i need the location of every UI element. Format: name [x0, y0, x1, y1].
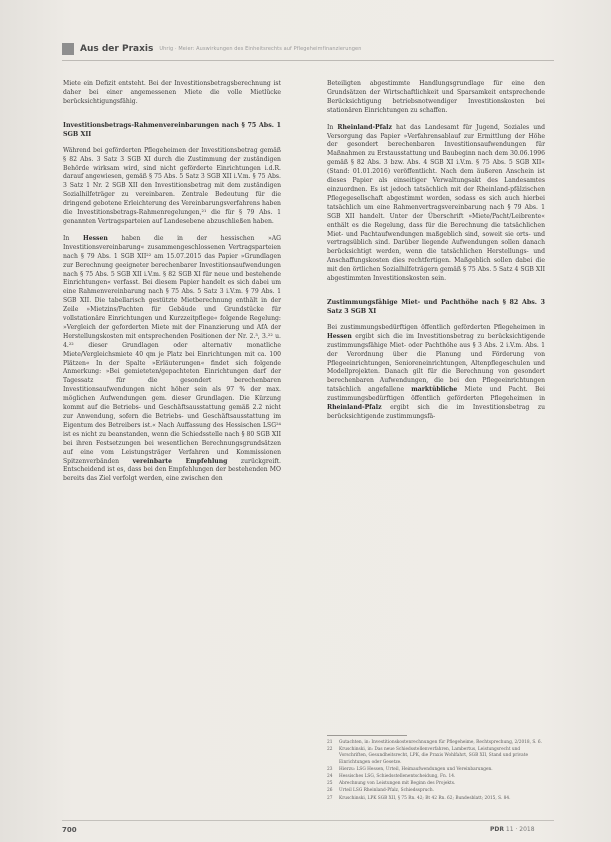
- footnote-text: Gutachten, in: Investitionskostenrechnungen für Pflegeheime, Rechtsprechung, 2/2018, S. 6.: [339, 740, 543, 745]
- section-heading: Investitionsbetrags-Rahmenvereinbarungen nach § 75 Abs. 1 SGB XII: [63, 121, 281, 138]
- footnote: [327, 788, 549, 794]
- footnote-text: Hessisches LSG, Schiedsstellenentscheidung, Fn. 14.: [339, 774, 456, 780]
- section-marker-icon: [62, 43, 74, 55]
- footnote-number: 25: [327, 781, 333, 787]
- footnote: [327, 774, 549, 780]
- footnote: [327, 796, 549, 802]
- body-paragraph: Bei zustimmungsbedürftigen öffentlich geförderten Pflegeheimen in Hessen ergibt sich die im Investitionsbetrag zu berücksichtigende zustimmungsfähige Miet- oder Pachthöhe aus § 3 Abs. 2 i.V.m. Abs. 1 der Verordnung über die Planung und Förderung von Pflegeeinrichtungen, Senioreneinrichtungen, Altenpflegeschulen und Modellprojekten. Danach gilt für die Berechnung von gesondert berechenbaren Aufwendungen, die bei den Pflegeeinrichtungen tatsächlich angefallene marktübliche Miete und Pacht. Bei zustimmungsbedürftigen öffentlich geförderten Pflegeheimen in Rheinland-Pfalz ergibt sich die im Investitionsbetrag zu berücksichtigende zustimmungsfä-: [327, 323, 545, 420]
- body-paragraph: In Hessen haben die in der hessischen »AG Investitionsvereinbarung« zusammengeschlossenen Vertragsparteien nach § 79 Abs. 1 SGB XII²² am 15.07.2015 das Papier »Grundlagen zur Berechnung geeigneter berechenbarer Investitionsaufwendungen nach § 75 Abs. 5 SGB XII i.V.m. § 82 SGB XI für neue und bestehende Einrichtungen« verfasst. Bei diesem Papier handelt es sich dabei um eine Rahmenvereinbarung nach § 75 Abs. 5 Satz 3 i.V.m. § 79 Abs. 1 SGB XII. Die tabellarisch gestützte Mietberechnung enthält in der Zeile »Mietzins/Pachten für Gebäude und Grundstücke für vollstationäre Einrichtungen und Kurzzeitpflege« folgende Regelung: »Vergleich der geforderten Miete mit der Finanzierung und AfA der Herstellungskosten mit entsprechenden Positionen der Nr. 2.³, 3.²² u. 4.²² dieser Grundlagen oder alternativ monatliche Miete/Vergleichsmiete 40 qm je Platz bei Einrichtungen mit ca. 100 Plätzen« In der Spalte »Erläuterungen« findet sich folgende Anmerkung: »Bei gemieteten/gepachteten Einrichtungen darf der Tagessatz für die gesondert berechenbaren Investitionsaufwendungen nicht höher sein als 97 % der max. möglichen Aufwendungen gem. dieser Grundlagen. Die Kürzung kommt auf die Betriebs- und Geschäftsausstattung gemäß 2.2 nicht zur Anwendung, sofern die Betriebs- und Geschäftsausstattung im Eigentum des Betreibers ist.« Nach Auffassung des Hessischen LSG²⁴ ist es nicht zu beanstanden, wenn die Schiedsstelle nach § 80 SGB XII bei ihren Festsetzungen bei wesentlichen Berechnungsgrundsätzen auf eine vom Leistungsträger Verfahren und Kommissionen Spitzenverbänden vereinbarte Empfehlung zurückgreift. Entscheidend ist es, dass bei den Empfehlungen der bestehenden MO bereits das Ziel verfolgt werden, eine zwischen den: [63, 234, 281, 483]
- journal-issue: 11 · 2018: [505, 826, 535, 833]
- right-column: [327, 80, 545, 430]
- footnote-text: Abrechnung von Leistungen mit Beginn des Projekts.: [339, 781, 456, 787]
- footnote-text: Urteil LSG Rheinland-Pfalz, Schiedsspruch.: [339, 788, 434, 794]
- footnote: [327, 747, 549, 766]
- body-paragraph: Während bei geförderten Pflegeheimen der Investitionsbetrag gemäß § 82 Abs. 3 Satz 3 SGB XI durch die Zustimmung der zuständigen Behörde wirksam wird, sind nicht geförderte Einrichtungen i.d.R. darauf angewiesen, gemäß § 75 Abs. 5 Satz 3 SGB XII i.V.m. § 75 Abs. 3 Satz 1 Nr. 2 SGB XII den Investitionsbetrag mit dem zuständigen Sozialhilfeträger zu vereinbaren. Zentrale Bedeutung für die dringend gebotene Erleichterung des Vereinbarungsverfahrens haben die Investitionsbetrags-Rahmenregelungen,²¹ die für § 79 Abs. 1 genannten Vertragsparteien auf Landesebene abzuschließen haben.: [63, 146, 281, 225]
- footnote-rule: [327, 735, 407, 736]
- footnote-number: 22: [327, 747, 333, 753]
- emphasis: Hessen: [327, 332, 352, 340]
- footnote-text: Kruschinski, in: Das neue Schiedsstellenverfahren, Lambertus, Leistungsrecht und Vorschriften, Gesundheitsrecht, LPK, die Praxis Wohlfahrt, SGB XII, Stand und private Einrichtungen oder Gesetze.: [339, 747, 528, 765]
- running-header: [62, 40, 542, 58]
- footer-rule: [62, 820, 554, 821]
- footnote: [327, 767, 549, 773]
- footnote: [327, 740, 549, 746]
- footnote-number: 27: [327, 795, 333, 801]
- journal-label: PDR: [490, 826, 504, 833]
- footnote-number: 26: [327, 788, 333, 794]
- body-paragraph: In Rheinland-Pfalz hat das Landesamt für Jugend, Soziales und Versorgung das Papier »Verfahrensablauf zur Ermittlung der Höhe der gesondert berechenbaren Investitionsaufwendungen für Maßnahmen zu Erstausstattung und Baubeginn nach dem 30.06.1996 gemäß § 82 Abs. 3 bzw. Abs. 4 SGB XI i.V.m. § 75 Abs. 5 SGB XII« (Stand: 01.01.2016) veröffentlicht. Nach dem äußeren Anschein ist dieses Papier als einseitiger Verwaltungsakt des Landesamtes einzuordnen. Es ist jedoch tatsächlich mit der Rheinland-pfälzischen Pflegegesellschaft abgestimmt worden, sodass es sich auch hierbei tatsächlich um eine Rahmenvertragsvereinbarung nach § 79 Abs. 1 SGB XII handelt. Unter der Überschrift »Miete/Pacht/Leibrente« enthält es die Regelung, dass für die Berechnung die tatsächlichen Miet- und Pachtaufwendungen maßgeblich sind, soweit sie orts- und vertragsüblich sind. Darüber liegende Aufwendungen sollen danach berücksichtigt werden, wenn die tatsächlichen Herstellungs- und Anschaffungskosten dies rechtfertigen. Maßgeblich sollen dabei die mit den örtlichen Sozialhilfeträgern gemäß § 75 Abs. 5 Satz 4 SGB XII abgestimmten Investitionskosten sein.: [327, 123, 545, 283]
- footnote-text: Kruschinski, LPK SGB XII, § 75 Rn. 42; Bt 42 Rn. 62; Bundesblatt; 2015, S. 84.: [339, 795, 511, 801]
- journal-info: [490, 826, 535, 833]
- footnote-number: 24: [327, 774, 333, 780]
- emphasis: vereinbarte Empfehlung: [132, 457, 228, 465]
- header-subtitle: Uhrig · Meier: Auswirkungen des Einheitsrechts auf Pflegeheimfinanzierungen: [159, 46, 362, 52]
- footnote-number: 21: [327, 740, 333, 745]
- footnote-text: Hierzu: LSG Hessen, Urteil, Heimaufwendungen und Vereinbarungen.: [339, 766, 493, 772]
- left-column: [63, 80, 281, 492]
- emphasis: Hessen: [82, 234, 108, 242]
- emphasis: Rheinland-Pfalz: [337, 123, 392, 131]
- footnote-number: 23: [327, 766, 333, 772]
- section-heading: Zustimmungsfähige Miet- und Pachthöhe nach § 82 Abs. 3 Satz 3 SGB XI: [327, 298, 545, 315]
- footnotes: [327, 740, 549, 803]
- body-paragraph: Beteiligten abgestimmte Handlungsgrundlage für eine den Grundsätzen der Wirtschaftlichkeit und Sparsamkeit entsprechende Berücksichtigung betriebsnotwendiger Investitionskosten bei stationären Einrichtungen zu schaffen.: [327, 80, 545, 114]
- footnote: [327, 781, 549, 787]
- page-number: 700: [62, 826, 77, 834]
- emphasis: marktübliche: [411, 386, 458, 394]
- emphasis: Rheinland-Pfalz: [327, 404, 382, 412]
- header-rule: [62, 60, 554, 61]
- section-title: Aus der Praxis: [80, 44, 154, 54]
- body-paragraph: Miete ein Defizit entsteht. Bei der Investitionsbetragsberechnung ist daher bei einer angemessenen Miete die volle Mietlücke berücksichtigungsfähig.: [63, 80, 281, 105]
